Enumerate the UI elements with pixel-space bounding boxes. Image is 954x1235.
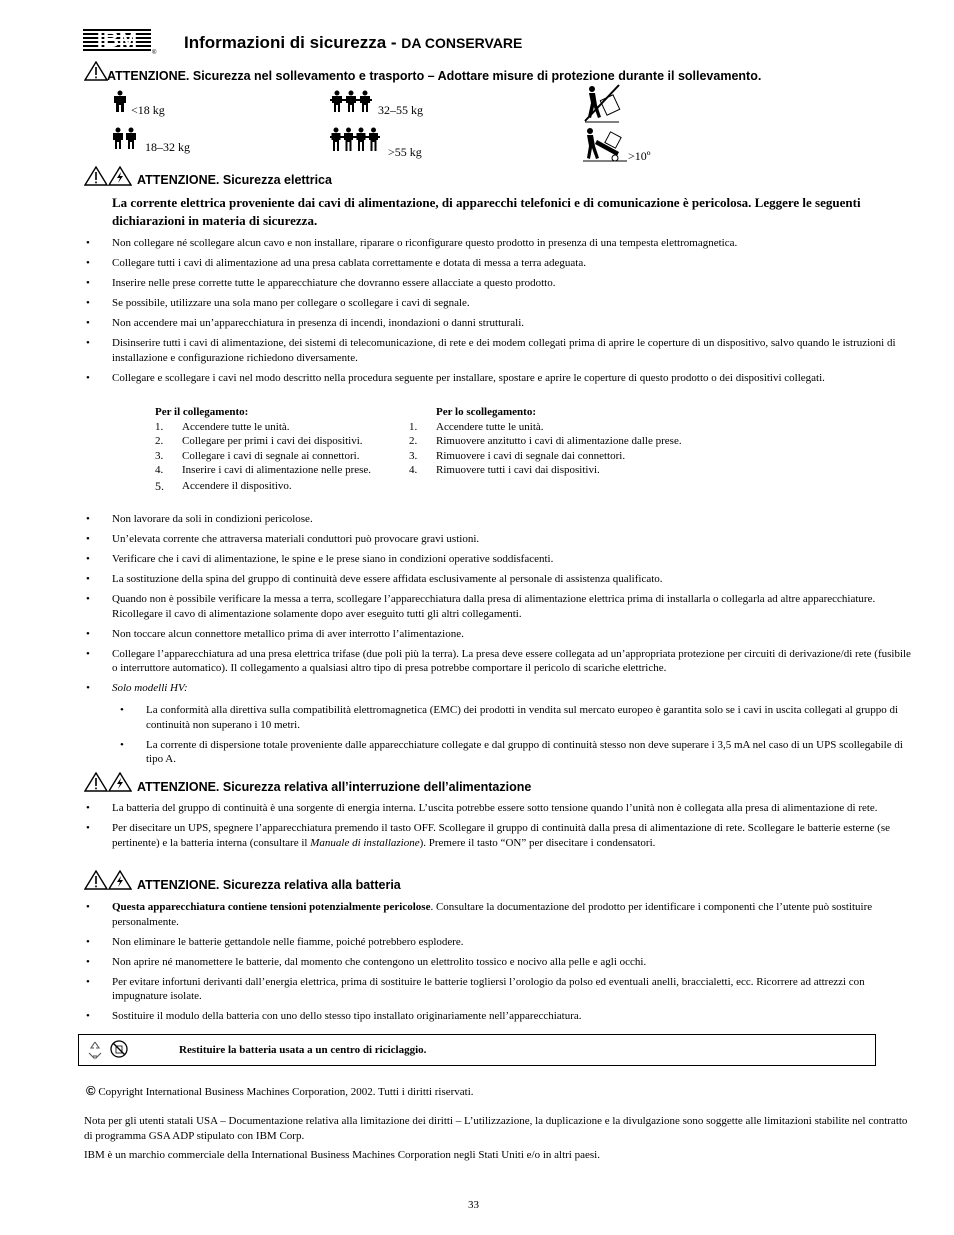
list-item <box>84 821 914 850</box>
electrical-warning-icon <box>84 870 132 890</box>
list-item: • Non aprire né manomettere le batterie, dal momento che contengono un elettrolito tossico e nocivo alla pelle e agli occhi. <box>84 955 914 970</box>
list-item: • Collegare l’apparecchiatura ad una presa elettrica trifase (due poli più la terra). La presa deve essere collegata ad un’appropriata protezione per circuiti di derivazione/di rete (fusibile o interruttore automatico). Il collegamento a qualsiasi altro tipo di presa potrebbe comportare il pericolo di scariche elettriche. <box>84 647 914 676</box>
weight-1: <18 kg <box>131 103 165 117</box>
list-item: • Un’elevata corrente che attraversa materiali conduttori può provocare gravi ustioni. <box>84 532 914 547</box>
three-persons-icon <box>330 90 372 112</box>
page-title <box>184 33 522 53</box>
list-item-text: ). Premere il tasto “ON” per disecitare i condensatori. <box>419 836 656 849</box>
recycle-text: Restituire la batteria usata a un centro di riciclaggio. <box>179 1044 427 1056</box>
step-text: Rimuovere tutti i cavi dai dispositivi. <box>436 464 600 476</box>
trademark-note: IBM è un marchio commerciale della International Business Machines Corporation negli Stati Uniti e/o in altri paesi. <box>84 1149 600 1161</box>
list-item: • Non eliminare le batterie gettandole nelle fiamme, poiché potrebbero esplodere. <box>84 935 914 950</box>
recycle-icon <box>86 1039 130 1061</box>
manual-reference: Manuale di installazione <box>310 836 420 849</box>
step-text: Accendere tutte le unità. <box>182 420 290 433</box>
step-text: Rimuovere i cavi di segnale dai connettori. <box>436 449 626 462</box>
list-item: • Quando non è possibile verificare la messa a terra, scollegare l’apparecchiatura dalla presa di alimentazione elettrica prima di installarla o collegarla ad altre apparecchiature. Ricollegare il cavo di alimentazione solamente dopo aver eseguito tutti gli altri collegamenti. <box>84 592 914 621</box>
step-text: Collegare i cavi di segnale ai connettori. <box>182 449 360 462</box>
list-item: • La sostituzione della spina del gruppo di continuità deve essere affidata esclusivamente al personale di assistenza qualificato. <box>84 572 914 587</box>
list-item: • La batteria del gruppo di continuità è una sorgente di energia interna. L’uscita potrebbe essere sotto tensione quando l’unità non è collegata alla presa di alimentazione di rete. <box>84 801 914 816</box>
step-text: Accendere tutte le unità. <box>436 420 544 433</box>
no-tilt-icon <box>583 83 621 123</box>
step-number: 4. <box>155 464 164 476</box>
copyright-icon: © <box>86 1083 96 1098</box>
electrical-warning-icon <box>84 772 132 792</box>
list-item: • Non accendere mai un’apparecchiatura in presenza di incendi, inondazioni o danni strutturali. <box>84 316 914 331</box>
list-item-text: Per disecitare un UPS, spegnere l’apparecchiatura premendo il tasto OFF. Scollegare il gruppo di continuità dalla presa di alimentazione di rete. Scollegare le batterie esterne (se pertinente) e la batteria interna (consultare il <box>112 822 891 849</box>
list-item: • Non lavorare da soli in condizioni pericolose. <box>84 512 914 527</box>
step-text: Accendere il dispositivo. <box>182 479 292 492</box>
weight-2: 18–32 kg <box>145 140 190 154</box>
step-number: 4. <box>409 464 418 476</box>
list-item: • Sostituire il modulo della batteria con uno dello stesso tipo installato originariamente nell’apparecchiatura. <box>84 1009 914 1024</box>
tilt-label: >10º <box>628 149 651 163</box>
svg-text:IBM: IBM <box>96 27 138 52</box>
weight-4: >55 kg <box>388 145 422 159</box>
step-text: Collegare per primi i cavi dei dispositivi. <box>182 435 363 447</box>
step-number: 2. <box>155 435 164 447</box>
warning-icon <box>84 61 108 81</box>
list-item: • Inserire nelle prese corrette tutte le apparecchiature che dovranno essere allacciate a questo prodotto. <box>84 276 914 291</box>
connect-steps <box>155 405 395 493</box>
power-list <box>84 801 914 850</box>
step-number: 3. <box>409 449 418 462</box>
disconnect-heading: Per lo scollegamento: <box>436 406 536 418</box>
electrical-list <box>84 236 914 385</box>
step-text: Inserire i cavi di alimentazione nelle prese. <box>182 464 372 476</box>
electrical-heading: ATTENZIONE. Sicurezza elettrica <box>137 173 332 187</box>
battery-heading: ATTENZIONE. Sicurezza relativa alla batteria <box>137 878 401 892</box>
list-item: • La conformità alla direttiva sulla compatibilità elettromagnetica (EMC) dei prodotti in vendita sul mercato europeo è garantita solo se i cavi in uscita collegati al gruppo di continuità non superano i 10 metri. <box>118 703 914 732</box>
weight-3: 32–55 kg <box>378 103 423 117</box>
list-item: • La corrente di dispersione totale proveniente dalle apparecchiature collegate e dal gruppo di continuità stesso non deve superare i 3,5 mA nel caso di un UPS scollegabile di tipo A. <box>118 738 914 767</box>
step-number: 1. <box>155 420 164 433</box>
step-text: Rimuovere anzitutto i cavi di alimentazione dalle prese. <box>436 435 682 447</box>
copyright-text: Copyright International Business Machines Corporation, 2002. Tutti i diritti riservati. <box>98 1086 474 1098</box>
list-item: • Per evitare infortuni derivanti dall’energia elettrica, prima di sostituire le batterie togliersi l’orologio da polso ed eventuali anelli, braccialetti, ecc. Ricorrere ad attrezzi con impugnature isolate. <box>84 975 914 1004</box>
battery-list <box>84 900 914 1024</box>
step-number: 1. <box>409 420 418 433</box>
list-item-text: . Consultare la documentazione del prodotto per identificare i componenti che l’utente può sostituire personalmente. <box>112 901 873 928</box>
ibm-logo <box>83 27 157 55</box>
title-main: Informazioni di sicurezza - <box>184 33 397 52</box>
list-item-bold: Questa apparecchiatura contiene tensioni potenzialmente pericolose <box>112 901 431 913</box>
svg-text:®: ® <box>152 50 157 55</box>
list-item: • Collegare tutti i cavi di alimentazione ad una presa cablata correttamente e dotata di messa a terra adeguata. <box>84 256 914 271</box>
disconnect-steps <box>409 405 749 478</box>
list-item: • Verificare che i cavi di alimentazione, le spine e le prese siano in condizioni operative soddisfacenti. <box>84 552 914 567</box>
electrical-list-2 <box>84 512 914 696</box>
step-number: 5. <box>155 478 164 493</box>
list-item: • Se possibile, utilizzare una sola mano per collegare o scollegare i cavi di segnale. <box>84 296 914 311</box>
hand-truck-icon <box>583 126 627 162</box>
two-persons-icon <box>111 127 139 149</box>
list-item: • Disinserire tutti i cavi di alimentazione, dei sistemi di telecomunicazione, di rete e dei modem collegati prima di aprire le coperture di un dispositivo, salvo quando le istruzioni di installazione e configurazione richiedono diversamente. <box>84 336 914 365</box>
lifting-heading: ATTENZIONE. Sicurezza nel sollevamento e trasporto – Adottare misure di protezione durante il sollevamento. <box>107 69 762 83</box>
list-item: • Non collegare né scollegare alcun cavo e non installare, riparare o riconfigurare questo prodotto in presenza di una tempesta elettromagnetica. <box>84 236 914 251</box>
connect-heading: Per il collegamento: <box>155 406 249 418</box>
person-icon <box>111 90 129 112</box>
list-item <box>84 900 914 929</box>
electrical-intro: La corrente elettrica proveniente dai cavi di alimentazione, di apparecchi telefonici e di comunicazione è pericolosa. Leggere le seguenti dichiarazioni in materia di sicurezza. <box>112 195 861 228</box>
title-sub: DA CONSERVARE <box>401 35 523 51</box>
page-number: 33 <box>468 1199 479 1211</box>
copyright <box>86 1084 474 1100</box>
electrical-warning-icon <box>84 166 132 186</box>
power-heading: ATTENZIONE. Sicurezza relativa all’interruzione dell’alimentazione <box>137 780 532 794</box>
list-item: • Non toccare alcun connettore metallico prima di aver interrotto l’alimentazione. <box>84 627 914 642</box>
list-item: • Collegare e scollegare i cavi nel modo descritto nella procedura seguente per installare, spostare e aprire le coperture di questo prodotto o dei dispositivi collegati. <box>84 371 914 386</box>
rights-note: Nota per gli utenti statali USA – Documentazione relativa alla limitazione dei diritti – L’utilizzazione, la duplicazione e la divulgazione sono soggette alle limitazioni stabilite nel contratto di programma GSA ADP stipulato con IBM Corp. <box>84 1115 908 1142</box>
hv-list <box>118 703 914 767</box>
step-number: 2. <box>409 435 418 447</box>
list-item-hv: • Solo modelli HV: <box>84 681 914 696</box>
step-number: 3. <box>155 449 164 462</box>
four-persons-icon <box>330 127 380 151</box>
